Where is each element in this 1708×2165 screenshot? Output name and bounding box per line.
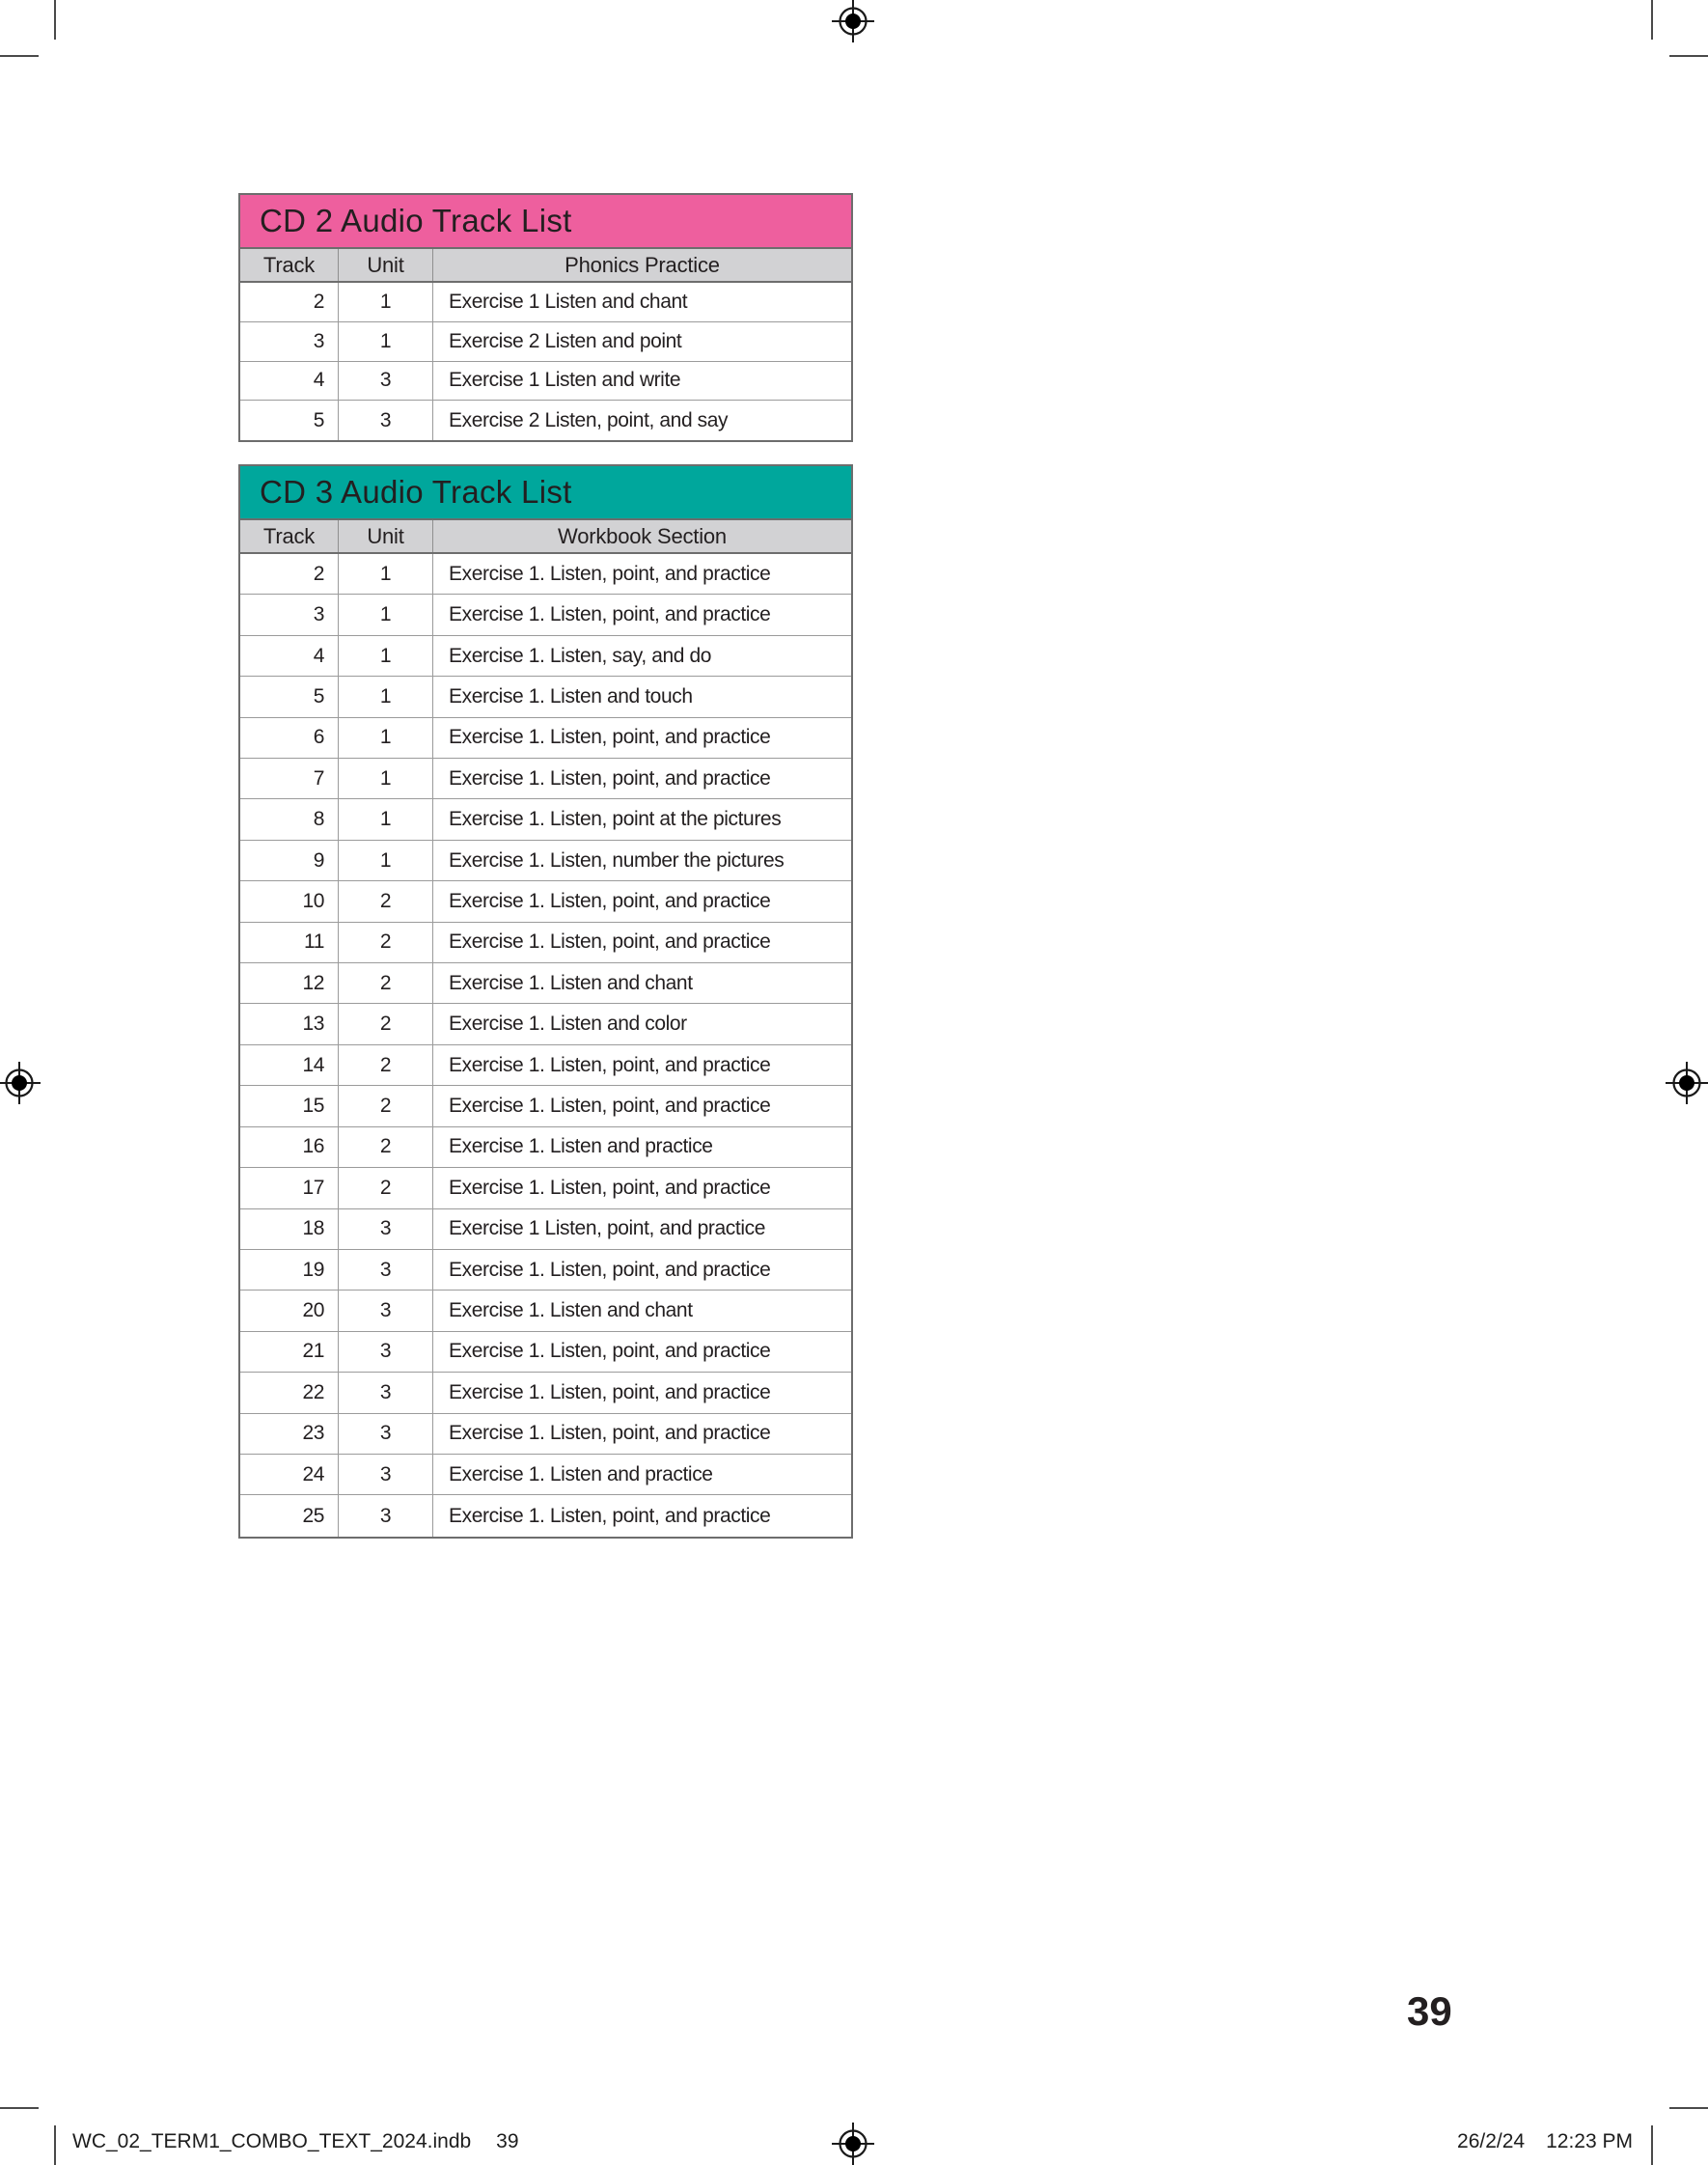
table-row [240, 1332, 851, 1373]
crop-mark [54, 0, 56, 40]
cell-track: 20 [302, 1299, 324, 1322]
cell-unit: 2 [338, 881, 432, 921]
table-header-row [240, 247, 851, 283]
cell-track: 21 [302, 1340, 324, 1363]
table-row [240, 362, 851, 402]
cell-unit: 2 [338, 1127, 432, 1167]
cell-track: 6 [313, 726, 324, 749]
cell-description: Exercise 1. Listen, point, and practice [432, 759, 851, 798]
cell-description: Exercise 1. Listen, point at the pictures [432, 799, 851, 839]
cell-track: 25 [302, 1504, 324, 1527]
crop-mark [1651, 0, 1653, 40]
cell-track: 19 [302, 1258, 324, 1281]
cell-unit: 1 [338, 554, 432, 594]
table-row [240, 841, 851, 881]
cell-track: 8 [313, 808, 324, 831]
cell-description: Exercise 1. Listen, point, and practice [432, 923, 851, 962]
cell-description: Exercise 1. Listen, number the pictures [432, 841, 851, 880]
cell-track: 18 [302, 1217, 324, 1240]
table-row [240, 1004, 851, 1044]
table-row [240, 1127, 851, 1168]
table-row [240, 595, 851, 635]
table-body [240, 554, 851, 1537]
cell-unit: 1 [338, 636, 432, 676]
cell-unit: 1 [338, 841, 432, 880]
cell-track: 4 [313, 369, 324, 392]
cell-unit: 3 [338, 401, 432, 440]
cell-track: 13 [302, 1013, 324, 1036]
table-row [240, 1045, 851, 1086]
cell-description: Exercise 1. Listen, point, and practice [432, 554, 851, 594]
cell-unit: 3 [338, 1250, 432, 1290]
cell-description: Exercise 1 Listen and chant [432, 283, 851, 321]
cell-description: Exercise 1 Listen, point, and practice [432, 1209, 851, 1249]
crop-mark [1669, 2107, 1708, 2109]
cell-unit: 3 [338, 1373, 432, 1412]
cell-description: Exercise 1. Listen and practice [432, 1455, 851, 1494]
cell-description: Exercise 1. Listen, point, and practice [432, 881, 851, 921]
cell-track: 17 [302, 1176, 324, 1199]
cell-track: 7 [313, 766, 324, 790]
cell-track: 2 [313, 290, 324, 313]
cell-description: Exercise 1. Listen, point, and practice [432, 1168, 851, 1207]
cell-description: Exercise 1. Listen and practice [432, 1127, 851, 1167]
crop-mark [0, 2107, 39, 2109]
table-row [240, 759, 851, 799]
table-row [240, 1209, 851, 1250]
cell-description: Exercise 1. Listen, point, and practice [432, 1045, 851, 1085]
crop-mark [0, 55, 39, 57]
cell-description: Exercise 1. Listen, say, and do [432, 636, 851, 676]
crop-mark [54, 2125, 56, 2165]
cell-description: Exercise 1. Listen, point, and practice [432, 1414, 851, 1454]
registration-mark-icon [832, 2123, 874, 2165]
table-row [240, 718, 851, 759]
cell-description: Exercise 1. Listen, point, and practice [432, 1250, 851, 1290]
table-row [240, 963, 851, 1004]
cell-track: 14 [302, 1053, 324, 1076]
cell-description: Exercise 1 Listen and write [432, 362, 851, 401]
cell-description: Exercise 2 Listen and point [432, 322, 851, 361]
footer-filename: WC_02_TERM1_COMBO_TEXT_2024.indb [72, 2130, 472, 2152]
crop-mark [1669, 55, 1708, 57]
cd3-audio-track-list-table [238, 464, 853, 1539]
table-row [240, 923, 851, 963]
table-row [240, 1455, 851, 1495]
cell-track: 23 [302, 1422, 324, 1445]
cell-unit: 2 [338, 1004, 432, 1043]
cell-unit: 2 [338, 1045, 432, 1085]
table-row [240, 554, 851, 595]
table-row [240, 799, 851, 840]
cell-description: Exercise 1. Listen, point, and practice [432, 718, 851, 758]
table-row [240, 1291, 851, 1331]
table-row [240, 283, 851, 322]
cell-unit: 3 [338, 1455, 432, 1494]
cell-description: Exercise 1. Listen, point, and practice [432, 1495, 851, 1536]
cell-description: Exercise 1. Listen, point, and practice [432, 1086, 851, 1125]
cell-track: 5 [313, 684, 324, 708]
cell-unit: 3 [338, 1209, 432, 1249]
cell-description: Exercise 1. Listen, point, and practice [432, 1373, 851, 1412]
column-header-track: Track [262, 523, 316, 548]
footer-right-slug [1457, 2130, 1633, 2153]
table-body [240, 283, 851, 440]
table-row [240, 1495, 851, 1536]
cell-unit: 1 [338, 677, 432, 716]
table-header-row [240, 518, 851, 554]
footer-date: 26/2/24 [1457, 2130, 1526, 2152]
cell-track: 10 [302, 889, 324, 912]
table-row [240, 1414, 851, 1455]
footer-left-slug [72, 2130, 519, 2153]
cell-unit: 1 [338, 759, 432, 798]
cell-unit: 2 [338, 1086, 432, 1125]
table-title: CD 2 Audio Track List [240, 195, 851, 247]
table-row [240, 636, 851, 677]
registration-mark-icon [0, 1062, 41, 1104]
registration-mark-icon [832, 0, 874, 42]
cell-unit: 2 [338, 1168, 432, 1207]
cell-description: Exercise 1. Listen, point, and practice [432, 1332, 851, 1372]
cell-track: 12 [302, 971, 324, 994]
column-header-unit: Unit [338, 249, 432, 281]
cell-track: 3 [313, 603, 324, 626]
cd2-audio-track-list-table [238, 193, 853, 442]
cell-unit: 1 [338, 799, 432, 839]
cell-track: 16 [302, 1135, 324, 1158]
cell-unit: 2 [338, 963, 432, 1003]
cell-unit: 3 [338, 1495, 432, 1536]
cell-description: Exercise 2 Listen, point, and say [432, 401, 851, 440]
cell-description: Exercise 1. Listen and color [432, 1004, 851, 1043]
cell-description: Exercise 1. Listen and touch [432, 677, 851, 716]
table-row [240, 1168, 851, 1208]
table-row [240, 401, 851, 440]
cell-track: 11 [304, 930, 324, 954]
column-header-section: Workbook Section [432, 520, 851, 552]
cell-track: 15 [302, 1094, 324, 1117]
table-row [240, 881, 851, 922]
cell-unit: 2 [338, 923, 432, 962]
column-header-track: Track [262, 252, 316, 277]
cell-track: 2 [313, 562, 324, 585]
column-header-unit: Unit [338, 520, 432, 552]
cell-unit: 3 [338, 1414, 432, 1454]
cell-unit: 3 [338, 362, 432, 401]
cell-unit: 1 [338, 283, 432, 321]
cell-track: 4 [313, 644, 324, 667]
table-row [240, 322, 851, 362]
table-row [240, 677, 851, 717]
cell-description: Exercise 1. Listen and chant [432, 1291, 851, 1330]
cell-track: 5 [313, 408, 324, 431]
footer-time: 12:23 PM [1546, 2130, 1633, 2152]
cell-unit: 1 [338, 595, 432, 634]
registration-mark-icon [1666, 1062, 1708, 1104]
table-row [240, 1373, 851, 1413]
cell-unit: 1 [338, 322, 432, 361]
cell-description: Exercise 1. Listen and chant [432, 963, 851, 1003]
column-header-section: Phonics Practice [432, 249, 851, 281]
footer-page-indicator: 39 [496, 2130, 519, 2152]
cell-unit: 3 [338, 1332, 432, 1372]
cell-track: 9 [313, 848, 324, 872]
cell-unit: 3 [338, 1291, 432, 1330]
cell-description: Exercise 1. Listen, point, and practice [432, 595, 851, 634]
table-row [240, 1086, 851, 1126]
page-number: 39 [1407, 1988, 1452, 2034]
cell-track: 24 [302, 1462, 324, 1485]
cell-unit: 1 [338, 718, 432, 758]
table-title: CD 3 Audio Track List [240, 466, 851, 518]
cell-track: 22 [302, 1380, 324, 1403]
cell-track: 3 [313, 329, 324, 352]
table-row [240, 1250, 851, 1291]
crop-mark [1651, 2125, 1653, 2165]
